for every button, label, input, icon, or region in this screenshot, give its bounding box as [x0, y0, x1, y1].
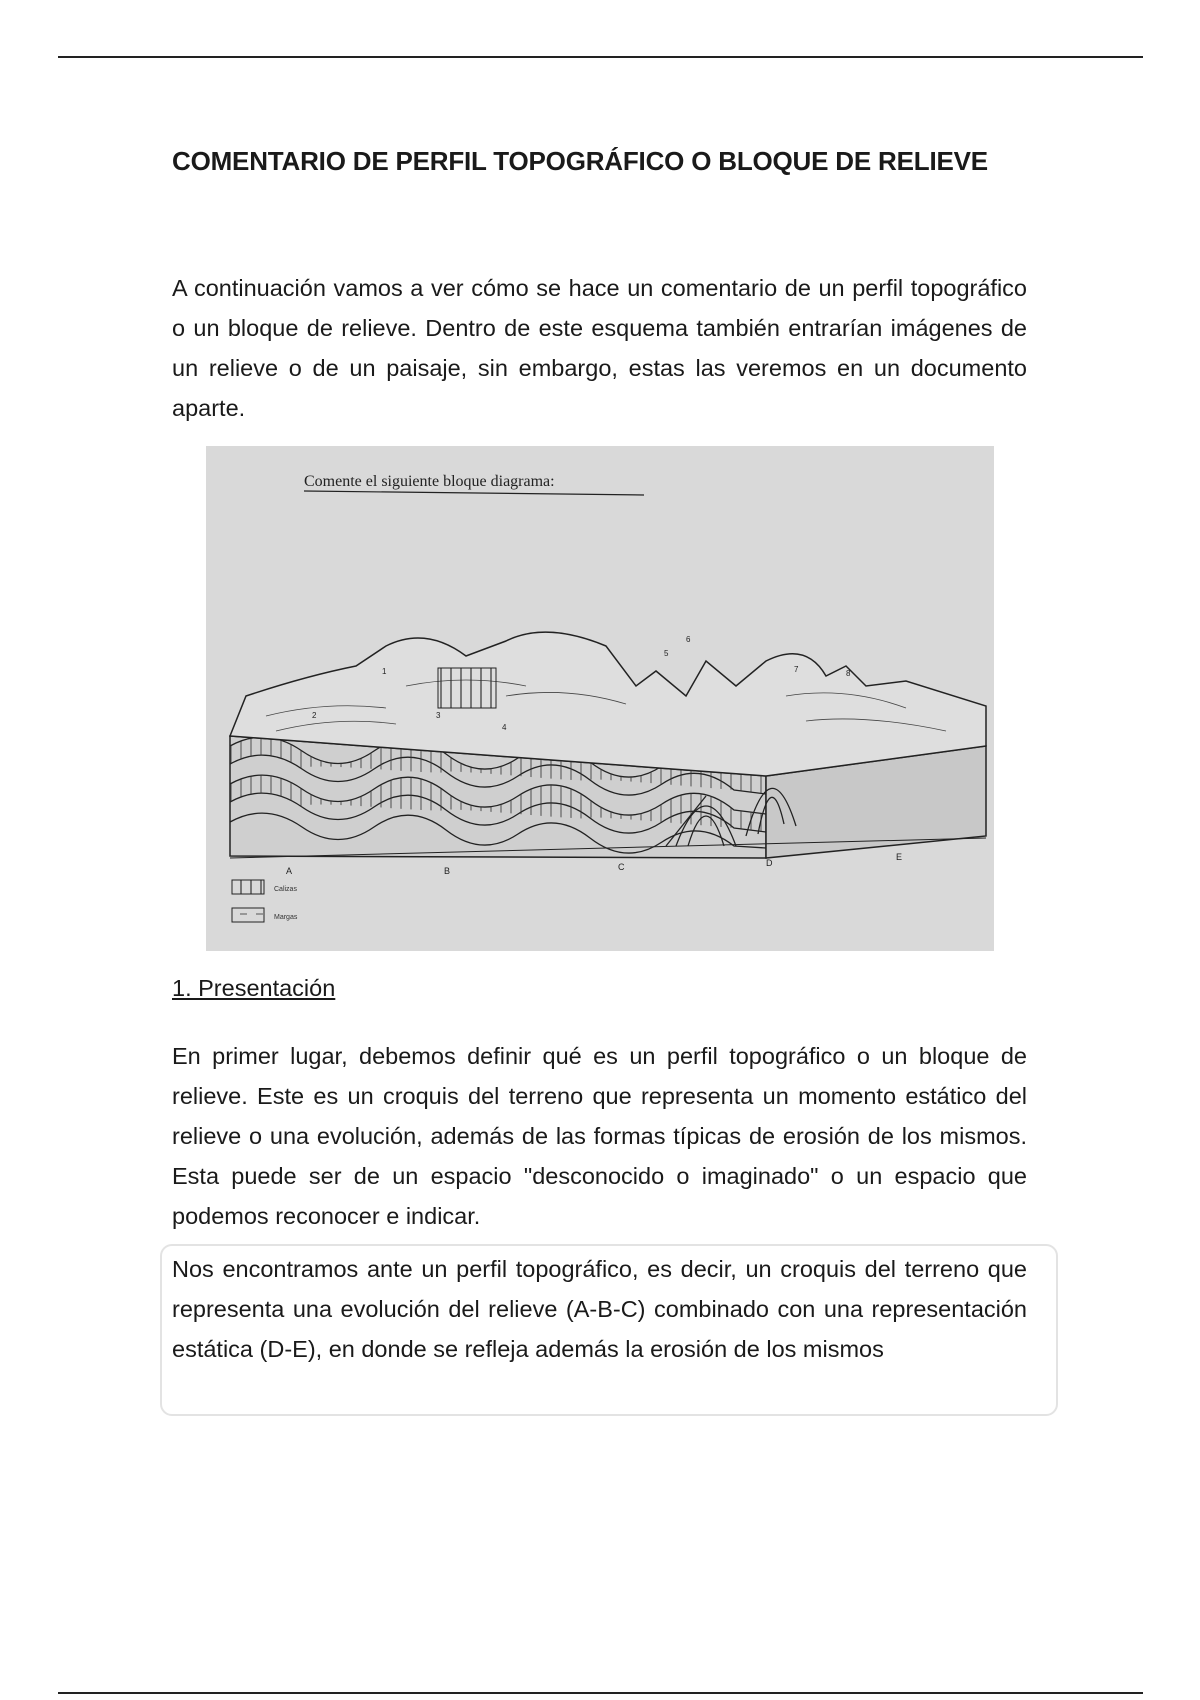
feature-number-3: 3: [436, 711, 441, 720]
figure-legend: [232, 880, 298, 922]
feature-number-1: 1: [382, 667, 387, 676]
section-letter-a: A: [286, 866, 293, 876]
legend-marl-swatch: [232, 908, 264, 922]
legend-limestone-label: Calizas: [274, 886, 297, 893]
section-letter-e: E: [896, 852, 903, 862]
feature-number-6: 6: [686, 635, 691, 644]
footer-rule: [58, 1692, 1143, 1694]
figure-caption: Comente el siguiente bloque diagrama:: [304, 473, 555, 490]
feature-number-4: 4: [502, 723, 507, 732]
limestone-outcrop: [438, 668, 496, 708]
section-heading-presentacion: 1. Presentación: [172, 975, 336, 1001]
section-letter-b: B: [444, 866, 451, 876]
feature-number-5: 5: [664, 649, 669, 658]
intro-paragraph: A continuación vamos a ver cómo se hace un comentario de un perfil topográfico o un bloque de relieve. Dentro de este esquema también entrarían imágenes de un relieve o de un paisaje, sin embargo, estas las veremos en un documento aparte.: [172, 275, 1027, 421]
feature-number-8: 8: [846, 669, 851, 678]
answer-text[interactable]: Nos encontramos ante un perfil topográfico, es decir, un croquis del terreno que representa una evolución del relieve (A-B-C) combinado con una representación estática (D-E), en donde se refleja además la erosión de los mismos: [172, 1256, 1027, 1362]
section-letter-c: C: [618, 862, 625, 872]
header-rule: [58, 56, 1143, 58]
feature-number-7: 7: [794, 665, 799, 674]
document-title: COMENTARIO DE PERFIL TOPOGRÁFICO O BLOQUE DE RELIEVE: [172, 146, 988, 176]
legend-limestone-swatch: [232, 880, 264, 894]
section-letter-d: D: [766, 858, 773, 868]
block-diagram-figure: [206, 446, 994, 951]
section1-paragraph: En primer lugar, debemos definir qué es un perfil topográfico o un bloque de relieve. Este es un croquis del terreno que representa un momento estático del relieve o una evolución, además de las formas típicas de erosión de los mismos. Esta puede ser de un espacio "desconocido o imaginado" o un espacio que podemos reconocer e indicar.: [172, 1043, 1027, 1229]
feature-number-2: 2: [312, 711, 317, 720]
legend-marl-label: Margas: [274, 914, 298, 921]
